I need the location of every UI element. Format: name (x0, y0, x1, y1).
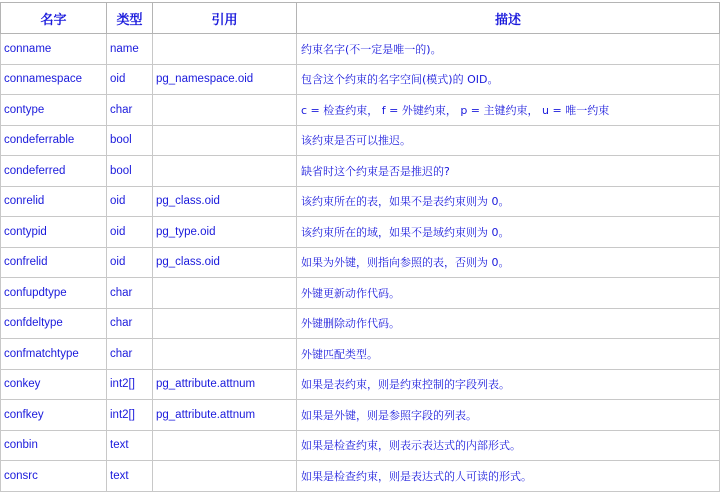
header-row (1, 3, 720, 34)
header-description: 描述 (297, 3, 720, 34)
catalog-table (0, 2, 720, 492)
table-row (1, 217, 720, 248)
cell-name: contypid (1, 217, 107, 248)
cell-type: char (107, 95, 153, 126)
cell-description: 如果是检查约束，则表示表达式的内部形式。 (297, 430, 720, 461)
cell-type: oid (107, 247, 153, 278)
cell-name: condeferred (1, 156, 107, 187)
cell-type: bool (107, 125, 153, 156)
cell-name: confdeltype (1, 308, 107, 339)
cell-reference (153, 430, 297, 461)
table-row (1, 125, 720, 156)
cell-type: name (107, 34, 153, 65)
cell-name: confrelid (1, 247, 107, 278)
cell-description: 该约束所在的域，如果不是域约束则为 0。 (297, 217, 720, 248)
table-row (1, 95, 720, 126)
table-row (1, 64, 720, 95)
cell-description: 如果是检查约束，则是表达式的人可读的形式。 (297, 461, 720, 492)
cell-reference (153, 461, 297, 492)
cell-description: 如果为外键，则指向参照的表，否则为 0。 (297, 247, 720, 278)
cell-reference (153, 34, 297, 65)
table-row (1, 369, 720, 400)
cell-type: int2[] (107, 369, 153, 400)
table-row (1, 308, 720, 339)
cell-name: confupdtype (1, 278, 107, 309)
cell-type: char (107, 339, 153, 370)
cell-reference: pg_class.oid (153, 186, 297, 217)
cell-name: conrelid (1, 186, 107, 217)
cell-name: conkey (1, 369, 107, 400)
cell-name: contype (1, 95, 107, 126)
table-row (1, 339, 720, 370)
cell-reference: pg_namespace.oid (153, 64, 297, 95)
cell-description: 该约束是否可以推迟。 (297, 125, 720, 156)
cell-description: 该约束所在的表，如果不是表约束则为 0。 (297, 186, 720, 217)
cell-reference (153, 339, 297, 370)
cell-description: 外键匹配类型。 (297, 339, 720, 370)
cell-type: int2[] (107, 400, 153, 431)
table-row (1, 461, 720, 492)
cell-type: oid (107, 64, 153, 95)
cell-description: 外键删除动作代码。 (297, 308, 720, 339)
cell-description: 如果是表约束，则是约束控制的字段列表。 (297, 369, 720, 400)
table-row (1, 34, 720, 65)
cell-name: connamespace (1, 64, 107, 95)
cell-reference: pg_attribute.attnum (153, 369, 297, 400)
cell-description: 外键更新动作代码。 (297, 278, 720, 309)
cell-description: 约束名字(不一定是唯一的)。 (297, 34, 720, 65)
cell-reference (153, 156, 297, 187)
cell-type: oid (107, 217, 153, 248)
cell-reference: pg_attribute.attnum (153, 400, 297, 431)
cell-name: consrc (1, 461, 107, 492)
cell-type: char (107, 278, 153, 309)
cell-type: text (107, 430, 153, 461)
cell-name: conname (1, 34, 107, 65)
cell-type: text (107, 461, 153, 492)
cell-reference (153, 308, 297, 339)
cell-type: oid (107, 186, 153, 217)
cell-type: bool (107, 156, 153, 187)
cell-reference (153, 95, 297, 126)
cell-description: 缺省时这个约束是否是推迟的? (297, 156, 720, 187)
table-body (1, 34, 720, 492)
header-reference: 引用 (153, 3, 297, 34)
table-row (1, 430, 720, 461)
cell-name: confmatchtype (1, 339, 107, 370)
cell-name: condeferrable (1, 125, 107, 156)
table-row (1, 400, 720, 431)
cell-description: 包含这个约束的名字空间(模式)的 OID。 (297, 64, 720, 95)
table-row (1, 156, 720, 187)
header-name: 名字 (1, 3, 107, 34)
cell-type: char (107, 308, 153, 339)
table-row (1, 186, 720, 217)
cell-reference (153, 125, 297, 156)
cell-reference (153, 278, 297, 309)
cell-description: c = 检查约束， f = 外键约束， p = 主键约束， u = 唯一约束 (297, 95, 720, 126)
cell-name: conbin (1, 430, 107, 461)
table-header (1, 3, 720, 34)
cell-reference: pg_class.oid (153, 247, 297, 278)
cell-description: 如果是外键，则是参照字段的列表。 (297, 400, 720, 431)
header-type: 类型 (107, 3, 153, 34)
table-row (1, 247, 720, 278)
table-row (1, 278, 720, 309)
cell-reference: pg_type.oid (153, 217, 297, 248)
cell-name: confkey (1, 400, 107, 431)
